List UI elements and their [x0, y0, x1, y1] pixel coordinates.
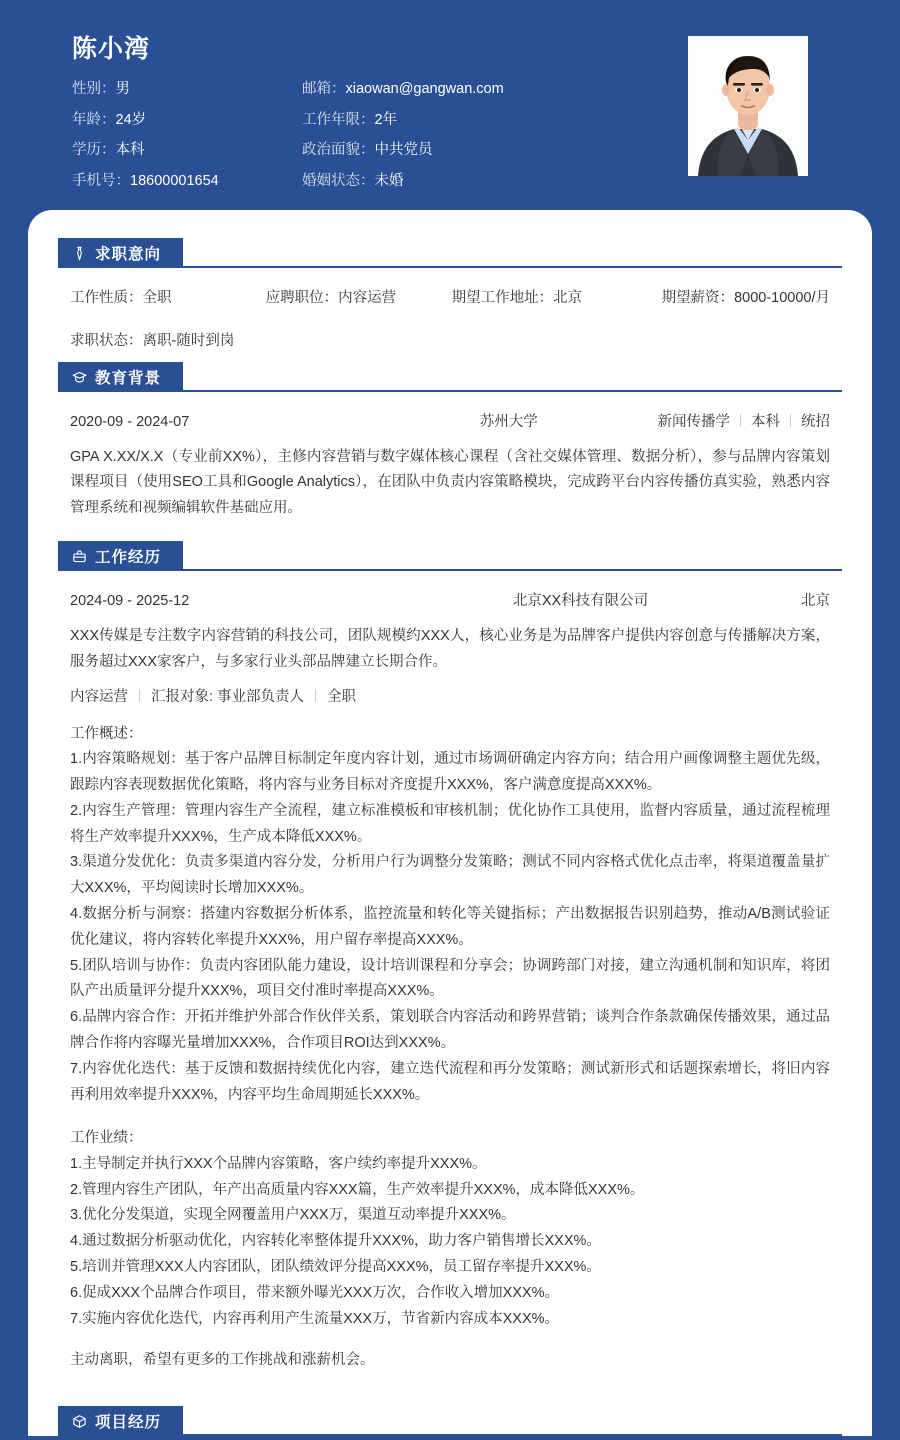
education-tags	[648, 410, 831, 431]
info-political-status-value: 中共党员	[374, 142, 433, 159]
work-achievement-item: 3.优化分发渠道，实现全网覆盖用户XXX万，渠道互动率提升XXX%。	[70, 1207, 516, 1224]
info-email-value: xiaowan@gangwan.com	[345, 81, 504, 97]
section-body-education	[58, 392, 842, 537]
intent-work-type-value: 全职	[142, 290, 172, 306]
section-body-work-experience	[58, 571, 842, 1402]
work-achievement-item: 6.促成XXX个品牌合作项目，带来额外曝光XXX万次，合作收入增加XXX%。	[70, 1284, 560, 1301]
section-title-text: 求职意向	[95, 246, 162, 263]
section-education	[58, 362, 842, 537]
section-header-education	[58, 362, 842, 392]
work-overview-item: 4.数据分析与洞察：搭建内容数据分析体系，监控流量和转化等关键指标；产出数据报告识别趋势，推动A/B测试验证优化建议，将内容转化率提升XXX%，用户留存率提高XXX%。	[70, 906, 830, 948]
work-overview-title: 工作概述：	[70, 725, 143, 742]
info-education-value: 本科	[115, 142, 145, 159]
section-title-bar	[58, 238, 183, 268]
education-school: 苏州大学	[479, 414, 538, 430]
section-title-bar	[58, 1406, 183, 1436]
intent-salary-label: 期望薪资：	[661, 290, 735, 306]
work-overview-item: 1.内容策略规划：基于客户品牌目标制定年度内容计划，通过市场调研确定内容方向；结合用户画像调整主题优先级，跟踪内容表现数据优化策略，将内容与业务目标对齐度提升XXX%，客户满意度提高XXX%。	[70, 751, 830, 794]
info-work-years-label: 工作年限：	[302, 111, 375, 128]
section-title-text: 工作经历	[95, 549, 162, 567]
work-tags	[70, 685, 830, 706]
work-achievement-item: 5.培训并管理XXX人内容团队，团队绩效评分提高XXX%，员工留存率提升XXX%。	[70, 1258, 601, 1275]
section-header-project-experience	[58, 1406, 842, 1436]
education-description: GPA X.XX/X.X（专业前XX%），主修内容营销与数字媒体核心课程（含社交媒体管理、数据分析），参与品牌内容策划课程项目（使用SEO工具和Google Analytics），在团队中负责内容策略模块，完成跨平台内容传播仿真实验，熟悉内容管理系统和视频编辑软件基础应用。	[70, 449, 830, 516]
info-email-label: 邮箱：	[302, 81, 346, 97]
work-closing-note: 主动离职，希望有更多的工作挑战和涨薪机会。	[70, 1352, 375, 1369]
work-employment-type: 全职	[327, 688, 357, 705]
section-header-job-intention	[58, 238, 842, 268]
intent-salary-value: 8000-10000/月	[734, 290, 830, 306]
info-age-value: 24岁	[115, 111, 147, 128]
section-header-work-experience	[58, 541, 842, 571]
section-job-intention	[58, 238, 842, 358]
intent-salary	[662, 286, 830, 307]
work-achievement-item: 7.实施内容优化迭代，内容再利用产生流量XXX万，节省新内容成本XXX%。	[70, 1310, 560, 1327]
section-title-text: 项目经历	[95, 1414, 162, 1432]
resume-header	[0, 0, 900, 210]
info-age	[72, 111, 302, 131]
info-phone-label: 手机号：	[72, 172, 130, 189]
intent-position-label: 应聘职位：	[265, 290, 339, 306]
graduation-cap-icon	[72, 370, 87, 385]
work-company: 北京XX科技有限公司	[512, 593, 649, 610]
job-intention-row-1	[70, 286, 830, 307]
box-icon	[72, 1414, 87, 1429]
info-phone	[72, 172, 302, 192]
work-company-description: XXX传媒是专注数字内容营销的科技公司，团队规模约XXX人，核心业务是为品牌客户提供内容创意与传播解决方案，服务超过XXX家客户，与多家行业头部品牌建立长期合作。	[70, 628, 830, 670]
info-gender-label: 性别：	[72, 81, 116, 97]
info-marital-status	[302, 172, 688, 192]
education-degree: 本科	[751, 414, 780, 430]
work-entry-head	[70, 589, 830, 610]
intent-job-status-label: 求职状态：	[70, 333, 143, 349]
info-work-years-value: 2年	[374, 111, 398, 128]
info-phone-value: 18600001654	[130, 172, 219, 189]
intent-location-value: 北京	[553, 290, 583, 306]
info-political-status	[302, 141, 688, 161]
education-admission-type: 统招	[801, 414, 830, 430]
info-gender-value: 男	[115, 81, 130, 97]
info-age-label: 年龄：	[72, 111, 116, 128]
info-marital-status-value: 未婚	[374, 172, 404, 189]
section-body-job-intention	[58, 268, 842, 358]
portrait-photo-icon	[688, 36, 808, 176]
work-overview-item: 6.品牌内容合作：开拓并维护外部合作伙伴关系，策划联合内容活动和跨界营销；谈判合作条款确保传播效果，通过品牌合作将内容曝光量增加XXX%，合作项目ROI达到XXX%。	[70, 1009, 830, 1052]
work-overview-item: 5.团队培训与协作：负责内容团队能力建设，设计培训课程和分享会；协调跨部门对接，建立沟通机制和知识库，将团队产出质量评分提升XXX%，项目交付准时率提高XXX%。	[70, 957, 830, 1000]
personal-info-grid	[72, 80, 688, 191]
info-marital-status-label: 婚姻状态：	[302, 172, 375, 189]
briefcase-icon	[72, 549, 87, 564]
info-work-years	[302, 111, 688, 131]
section-work-experience	[58, 541, 842, 1402]
work-date: 2024-09 - 2025-12	[70, 593, 190, 610]
work-achievement-title: 工作业绩：	[70, 1130, 143, 1147]
necktie-icon	[72, 246, 87, 261]
work-position: 内容运营	[70, 688, 128, 705]
info-gender	[72, 80, 302, 100]
section-title-text: 教育背景	[95, 370, 162, 387]
education-entry-head	[70, 410, 830, 431]
section-title-bar	[58, 362, 183, 392]
info-education	[72, 141, 302, 161]
intent-work-type-label: 工作性质：	[70, 290, 143, 306]
intent-position-value: 内容运营	[338, 290, 397, 306]
work-overview-item: 2.内容生产管理：管理内容生产全流程，建立标准模板和审核机制；优化协作工具使用，监督内容质量，通过流程梳理将生产效率提升XXX%，生产成本降低XXX%。	[70, 802, 830, 845]
work-achievement-item: 2.管理内容生产团队，年产出高质量内容XXX篇，生产效率提升XXX%，成本降低XXX%。	[70, 1181, 645, 1198]
education-major: 新闻传播学	[657, 414, 730, 430]
work-achievement-item: 4.通过数据分析驱动优化，内容转化率整体提升XXX%，助力客户销售增长XXX%。	[70, 1233, 601, 1250]
header-left-column	[72, 30, 688, 191]
intent-location	[452, 286, 662, 307]
section-title-bar	[58, 541, 183, 571]
section-project-experience	[58, 1406, 842, 1436]
work-report-to: 汇报对象: 事业部负责人	[151, 688, 305, 705]
intent-job-status	[70, 329, 275, 350]
work-location: 北京	[801, 593, 830, 610]
spacer	[70, 1108, 830, 1126]
intent-position	[266, 286, 452, 307]
work-overview-item: 7.内容优化迭代：基于反馈和数据持续优化内容，建立迭代流程和再分发策略；测试新形式和话题探索增长，将旧内容再利用效率提升XXX%，内容平均生命周期延长XXX%。	[70, 1060, 830, 1103]
work-overview-item: 3.渠道分发优化：负责多渠道内容分发，分析用户行为调整分发策略；测试不同内容格式优化点击率，将渠道覆盖量扩大XXX%，平均阅读时长增加XXX%。	[70, 854, 830, 897]
education-date: 2020-09 - 2024-07	[70, 414, 190, 430]
work-location-wrap	[791, 589, 830, 610]
avatar	[688, 36, 808, 176]
resume-body-card	[28, 210, 872, 1436]
info-education-label: 学历：	[72, 142, 116, 159]
work-achievement-item: 1.主导制定并执行XXX个品牌内容策略，客户续约率提升XXX%。	[70, 1155, 487, 1172]
info-email	[302, 80, 688, 100]
info-political-status-label: 政治面貌：	[302, 142, 375, 159]
intent-job-status-value: 离职-随时到岗	[142, 333, 235, 349]
page-title: 陈小湾	[72, 35, 151, 63]
intent-work-type	[70, 286, 266, 307]
job-intention-row-2	[70, 329, 830, 350]
intent-location-label: 期望工作地址：	[451, 290, 554, 306]
